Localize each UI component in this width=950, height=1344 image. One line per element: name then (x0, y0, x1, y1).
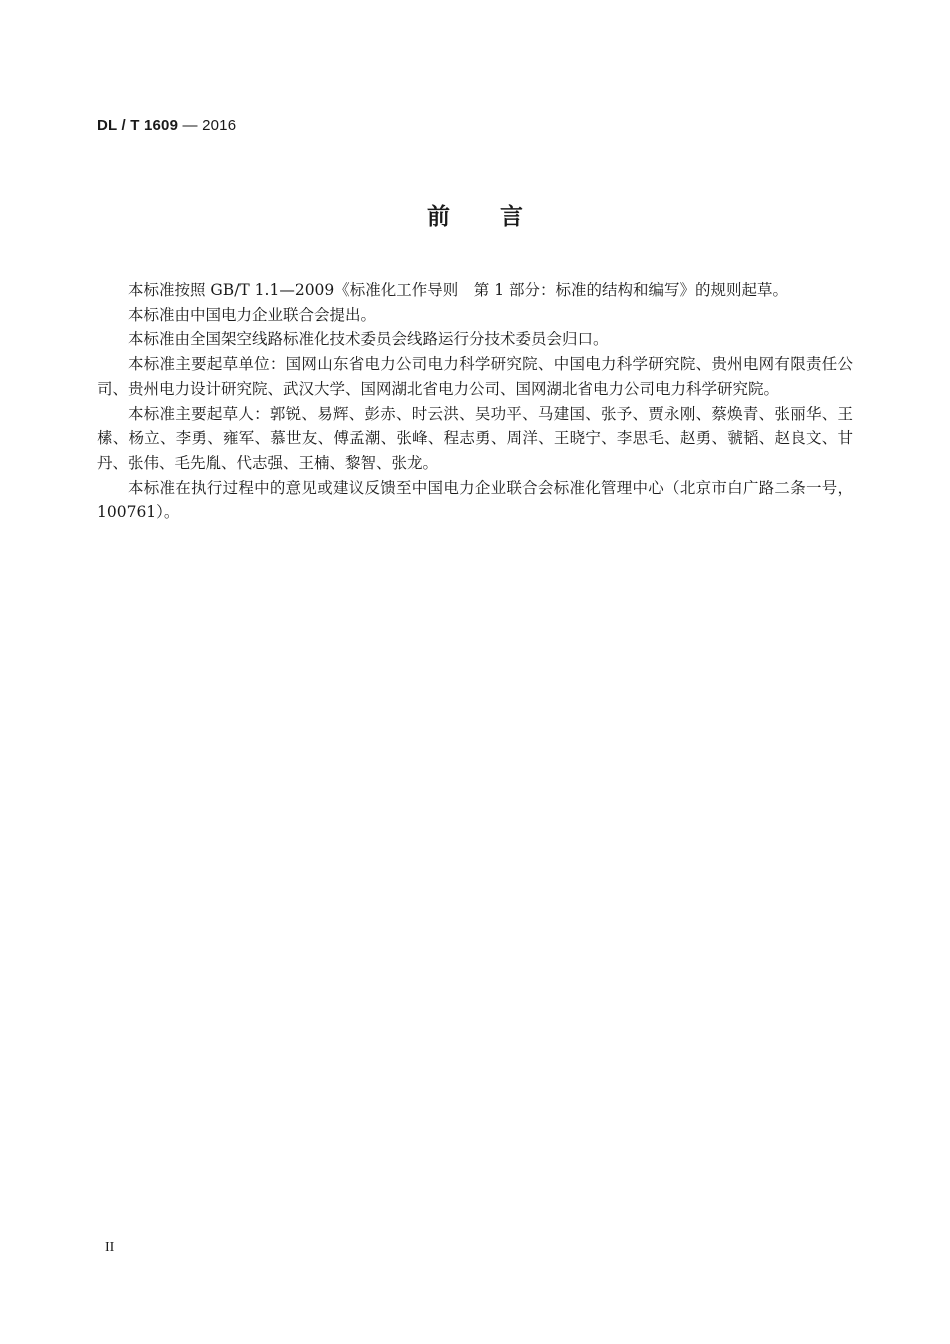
foreword-body (97, 278, 853, 525)
paragraph-committee: 本标准由全国架空线路标准化技术委员会线路运行分技术委员会归口。 (128, 330, 609, 349)
standard-header (97, 117, 236, 134)
paragraph-drafting-rules: 本标准按照 GB/T 1.1—2009《标准化工作导则 第 1 部分：标准的结构和编写》的规则起草。 (128, 281, 789, 299)
page-number: II (105, 1240, 115, 1255)
header-separator: — (178, 117, 203, 134)
paragraph-proposer: 本标准由中国电力企业联合会提出。 (128, 305, 377, 324)
paragraph-drafting-units: 本标准主要起草单位：国网山东省电力公司电力科学研究院、中国电力科学研究院、贵州电网有限责任公司、贵州电力设计研究院、武汉大学、国网湖北省电力公司、国网湖北省电力公司电力科学研究院。 (97, 355, 853, 398)
standard-code: DL / T 1609 (97, 117, 179, 134)
paragraph-feedback: 本标准在执行过程中的意见或建议反馈至中国电力企业联合会标准化管理中心（北京市白广路二条一号，100761）。 (97, 478, 853, 522)
standard-year: 2016 (202, 117, 237, 134)
paragraph-drafters: 本标准主要起草人：郭锐、易辉、彭赤、时云洪、吴功平、马建国、张予、贾永刚、蔡焕青、张丽华、王榡、杨立、李勇、雍军、慕世友、傅孟潮、张峰、程志勇、周洋、王晓宁、李思毛、赵勇、虢韬、赵良文、甘丹、张伟、毛先胤、代志强、王楠、黎智、张龙。 (97, 404, 853, 472)
page-title: 前言 (427, 204, 573, 230)
